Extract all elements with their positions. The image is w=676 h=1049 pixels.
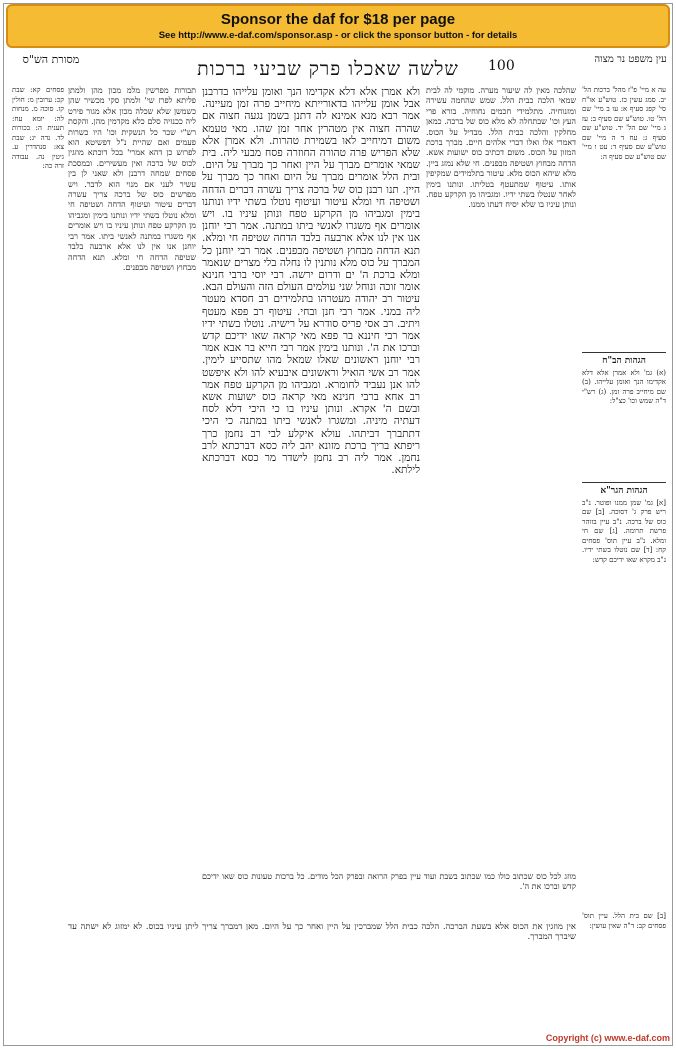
tosafot-text: תבורות מפרשין מלמ מכון מהן ולמתן פליתא לפרז שי' ולמתן סקי מכשיר שהן כשמשן שלא שכלה מכון אלא מגור פירט ליה ככנזיה סלם כלא מקדמין מהן. והקסת רש"י שכר כל הנשקית וכו' היו כשרות פעמים ואם שהיית נ"ל דפשיטא הוא לפרוש כן דהא אמרי' בכל דוכתא מוזגין לכוס של ברכה ואין מעשירים. ובמסכת פסחים שמחה דרבנן ולא שאני לן בין עשיר לעני אם מנוי הוא לדבר. ויש מפרשים כוס של ברכה צריך עשרה דברים עיטור ועיטוף הדחה ושטיפה חי ומלא נוטלו בשתי ידיו ונותנו בימין ומגביהו מן הקרקע טפח ונותן עיניו בו ויש אומרים אף משגרו במתנה לאנשי ביתו. אמר רבי יוחנן אנו אין לנו אלא ארבעה בלבד שטיפה הדחה חי ומלא. תנא הדחה מבחוץ ושטיפה מבפנים. [68, 86, 196, 272]
gemara-text: ולא אמרן אלא דלא אקדימו הנך ואומן עלייהו בדרבנן אבל אומן עלייהו בדאורייתא מיחייב פרה זמן מעיינה. אמר רבא מנא אמינא לה דתנן בשמן נגעה חצוה אם שהרה חצוה אין מטהרין אחר זמן שהו. מאי טעמא משום דמיחייב לאו בשמירת טהרות. ולא אמרן אלא שלא הפריש פרה טהורה החוזרה פסח מבעי ליה. בית שמאי אומרים מברך על היין ואחר כך מברך על היום. ובית הלל אומרים מברך על היום ואחר כך מברך על היין. תנו רבנן כוס של ברכה צריך עשרה דברים הדחה ושטיפה חי ומלא עיטור ועיטוף נוטלו בשתי ידיו ונותנו בימין ומגביהו מן הקרקע טפח ונותן עיניו בו. ויש אומרים אף משגרו לאנשי ביתו במתנה. אמר רבי יוחנן אנו אין לנו אלא ארבעה בלבד הדחה שטיפה חי ומלא. תנא הדחה מבחוץ ושטיפה מבפנים. אמר רבי יוחנן כל המברך על כוס מלא נותנין לו נחלה בלי מצרים שנאמר ומלא ברכת ה' ים ודרום ירשה. רבי יוסי ברבי חנינא אומר זוכה ונוחל שני עולמים העולם הזה והעולם הבא. עיטור רב יהודה מעטרהו בתלמידים רב חסדא מעטר ליה במני. אמר רבי חנן ובחי. עיטוף רב פפא מעטף ויתיב. רב אסי פריס סודרא על רישיה. נוטלו בשתי ידיו אמר רבי חיננא בר פפא מאי קראה שאו ידיכם קדש וברכו את ה'. ונותנו בימין אמר רבי חייא בר אבא אמר רבי יוחנן ראשונים שאלו שמאל מהו שתסייע לימין. אמר רב אשי הואיל וראשונים איבעיא להו ולא איפשט להו אנן נעביד לחומרא. ומגביהו מן הקרקע טפח אמר רב אחא ברבי חנינא מאי קראה כוס ישועות אשא ובשם ה' אקרא. ונותן עיניו בו כי היכי דלא לסח דעתיה מיניה. ומשגרו לאנשי ביתו במתנה כי היכי דתתברך דביתהו. עולא איקלע לבי רב נחמן כרך ריפתא בריך ברכת מזונא יהב ליה כסא דברכתא לרב נחמן. אמר ליה רב נחמן לישדר מר כסא דברכתא לילתא. [202, 86, 420, 477]
hagahot-hagra-column [582, 482, 666, 907]
bottom-commentary-text: מוזג לכל כוס שכתוב כולו כמו שכתוב בשבת ועוד עיין בפרק הרואה ובפרק הכל מודים. כל ברכות טעונות כוס שאו ידיכם קדש וברכו את ה'. [202, 872, 576, 891]
page-header [8, 52, 668, 86]
tosafot-column [68, 86, 196, 916]
hagahot-hagra-text: [א] גמ' שמן ממנו ופוטר. נ"ב ריש פרק ג' דסוכה. [ב] שם כוס של ברכה. נ"ב עיין בזוהר פרשת תרומה. [ג] שם חי ומלא. נ"ב עיין תוס' פסחים קח: [ד] שם נוטלו בשתי ידיו. נ"ב מקרא שאו ידיכם קדש: [582, 498, 666, 564]
sponsor-banner[interactable] [6, 4, 670, 48]
sponsor-subtitle[interactable]: See http://www.e-daf.com/sponsor.asp - or click the sponsor button - for details [158, 30, 518, 41]
rashi-column [426, 86, 576, 916]
masoret-text: פסחים קא: שבת קכ: ערובין מ: חולין קז. סוכה מ. מנחות לה: יומא עח: תענית ה: בכורות לד. נדה יג: שבת צא: סנהדרין ע. גיטין נה. עבודה זרה כה: [12, 86, 64, 170]
masoret-hashas-column [12, 86, 64, 1016]
rashi-text: שהלכה מאין לה שיעור מערה. מוקמי לה לבית שמאי הלכה כבית הלל. שמש שהחמה עשירה ומזנוחיה. מתלמידי חכמים נחוחיה. בורא פרי העץ וכו' שבתחלה לא מלא כוס של ברכה. כמאן מחלקין והלכה כבית הלל. מבדיל על הכוס. דאמרי אלו ואלו דברי אלהים חיים. מברך ברכת המזון על הכוס. משום דכתיב כוס ישועות אשא. הדחה מבחוץ ושטיפה מבפנים. חי שלא נמזג ביין. מלא שיהא הכוס מלא. עיטור בתלמידים שמקיפין אותו. עיטוף שמתעטף בטליתו. ונותנו בימין לאחר שנטלו בשתי ידיו. ומגביהו מן הקרקע טפח. ונותן עיניו בו שלא יסיח דעתו ממנו. [426, 86, 576, 210]
hagahot-habach-title: הגהות הב"ח [602, 356, 646, 366]
chapter-title: שלשה שאכלו פרק שביעי ברכות [197, 58, 459, 80]
sponsor-title[interactable]: Sponsor the daf for $18 per page [220, 11, 456, 28]
gemara-column [202, 86, 420, 866]
ein-mishpat-header: עין משפט נר מצוה [594, 54, 667, 65]
bottom-main-text [68, 922, 576, 1022]
bottom-right-text: [ב] שם בית הלל. עיין תוס' פסחים קב: ד"ה שאין עושין: [582, 912, 666, 930]
hagahot-habach-text: (א) גמ' ולא אמרן אלא דלא אקדימו הנך ואומן עלייהו. (ב) שם מיחייב פרה זמן. (ג) רש"י ד"ה שמש וכו' כצ"ל: [582, 368, 666, 405]
masoret-header: מסורת הש"ס [22, 53, 80, 66]
bottom-main-paragraph: אין מוזגין את הכוס אלא בשעת הברכה. הלכה כבית הלל שמברכין על היין ואחר כך על היום. מאן דמברך צריך ליתן עיניו בכוס. לא ימזוג לא ישתה עד שיברך המברך. [68, 922, 576, 943]
ein-mishpat-column [582, 86, 666, 342]
bottom-right-notes [582, 912, 666, 1022]
hagahot-hagra-title: הגהות הגר"א [600, 486, 648, 496]
copyright-notice[interactable]: Copyright (c) www.e-daf.com [545, 1033, 670, 1043]
ein-mishpat-text: עה א מיי' פ"ז מהל' ברכות הל' יב. סמג עשין כז. טוש"ע או"ח סי' קפג סעיף א: עו ב מיי' שם הל' טו. טוש"ע שם סעיף ב: עז ג מיי' שם הל' יד. טוש"ע שם סעיף ג: עח ד ה מיי' שם טוש"ע שם סעיף ד: עט ו מיי' שם טוש"ע שם סעיף ה: [582, 86, 666, 161]
hagahot-habach-column [582, 352, 666, 477]
page-number: 100 [488, 58, 515, 74]
daf-page [8, 52, 668, 1027]
